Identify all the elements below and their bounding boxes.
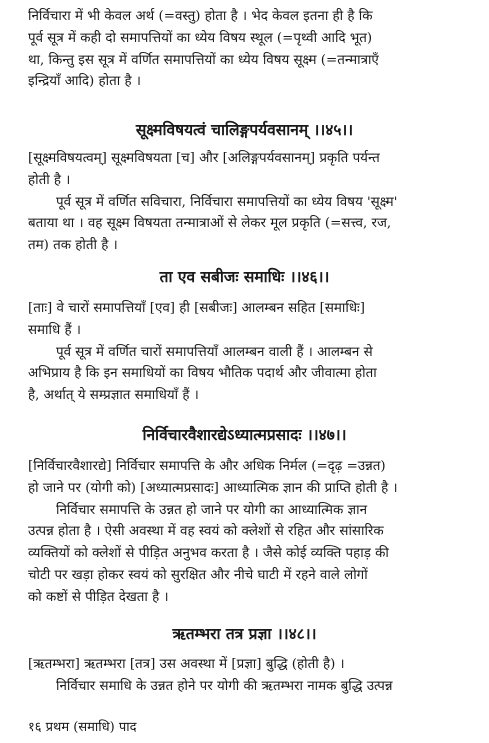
- text-line: [ऋतम्भरा] ऋतम्भरा [तत्र] उस अवस्था में [प्रज्ञा] बुद्धि (होती है) ।: [28, 657, 345, 672]
- text-line: पूर्व सूत्र में वर्णित सविचारा, निर्विचारा समापत्तियों का ध्येय विषय 'सूक्ष्म': [56, 194, 398, 210]
- text-line: उत्पन्न होता है । ऐसी अवस्था में वह स्वयं को क्लेशों से रहित और सांसारिक: [28, 524, 384, 540]
- text-line: होती है ।: [28, 172, 71, 188]
- paragraph-intro: [28, 6, 474, 93]
- text-line: [ताः] वे चारों समापत्तियाँ [एव] ही [सबीजः] आलम्बन सहित [समाधिः]: [28, 301, 365, 316]
- text-line: अभिप्राय है कि इन समाधियों का विषय भौतिक पदार्थ और जीवात्मा होता: [28, 366, 377, 382]
- text-line: निर्विचार समापत्ति के उन्नत हो जाने पर योगी का आध्यात्मिक ज्ञान: [56, 502, 368, 518]
- text-line: बताया था । वह सूक्ष्म विषयता तन्मात्राओं से लेकर मूल प्रकृति (=सत्त्व, रज,: [28, 216, 392, 232]
- text-line: [सूक्ष्मविषयत्वम्] सूक्ष्मविषयता [च] और [अलिङ्गपर्यवसानम्] प्रकृति पर्यन्त: [28, 151, 380, 166]
- text-line: था, किन्तु इस सूत्र में वर्णित समापत्तियों का ध्येय विषय सूक्ष्म (=तन्मात्राएँ: [28, 52, 379, 68]
- text-line: समाधि हैं ।: [28, 322, 81, 338]
- text-line: चोटी पर खड़ा होकर स्वयं को सुरक्षित और नीचे घाटी में रहने वाले लोगों: [28, 567, 368, 583]
- paragraph-sutra-45: [28, 148, 474, 257]
- sutra-heading-46: ता एव सबीजः समाधिः ।।४६।।: [159, 267, 330, 286]
- text-line: इन्द्रियाँ आदि) होता है ।: [28, 74, 141, 90]
- page-footer: १६ प्रथम (समाधि) पाद: [28, 720, 137, 735]
- text-line: हो जाने पर (योगी को) [अध्यात्मप्रसादः] आध्यात्मिक ज्ञान की प्राप्ति होती है ।: [28, 480, 398, 496]
- paragraph-sutra-46: [28, 298, 474, 407]
- text-line: व्यक्तियों को क्लेशों से पीड़ित अनुभव करता है । जैसे कोई व्यक्ति पहाड़ की: [28, 546, 389, 562]
- paragraph-sutra-47: [28, 456, 474, 609]
- sutra-heading-45: सूक्ष्मविषयत्वं चालिङ्गपर्यवसानम् ।।४५।।: [135, 120, 354, 139]
- text-line: तम) तक होती है ।: [28, 238, 118, 254]
- text-line: पूर्व सूत्र में वर्णित चारों समापत्तियाँ आलम्बन वाली हैं । आलम्बन से: [56, 344, 373, 360]
- text-line: निर्विचार समाधि के उन्नत होने पर योगी की ऋतम्भरा नामक बुद्धि उत्पन्न: [56, 678, 393, 694]
- text-line: को कष्टों से पीड़ित देखता है ।: [28, 589, 169, 605]
- sutra-heading-48: ऋतम्भरा तत्र प्रज्ञा ।।४८।।: [172, 624, 317, 643]
- sutra-heading-47: निर्विचारवैशारद्येऽध्यात्मप्रसादः ।।४७।।: [142, 425, 347, 444]
- text-line: [निर्विचारवैशारद्ये] निर्विचार समापत्ति के और अधिक निर्मल (=दृढ़ =उन्नत): [28, 459, 386, 474]
- paragraph-sutra-48: [28, 654, 474, 698]
- text-line: पूर्व सूत्र में कही दो समापत्तियों का ध्येय विषय स्थूल (=पृथ्वी आदि भूत): [28, 30, 373, 46]
- text-line: निर्विचारा में भी केवल अर्थ (=वस्तु) होता है । भेद केवल इतना ही है कि: [28, 9, 373, 24]
- text-line: है, अर्थात् ये सम्प्रज्ञात समाधियाँ हैं ।: [28, 388, 199, 404]
